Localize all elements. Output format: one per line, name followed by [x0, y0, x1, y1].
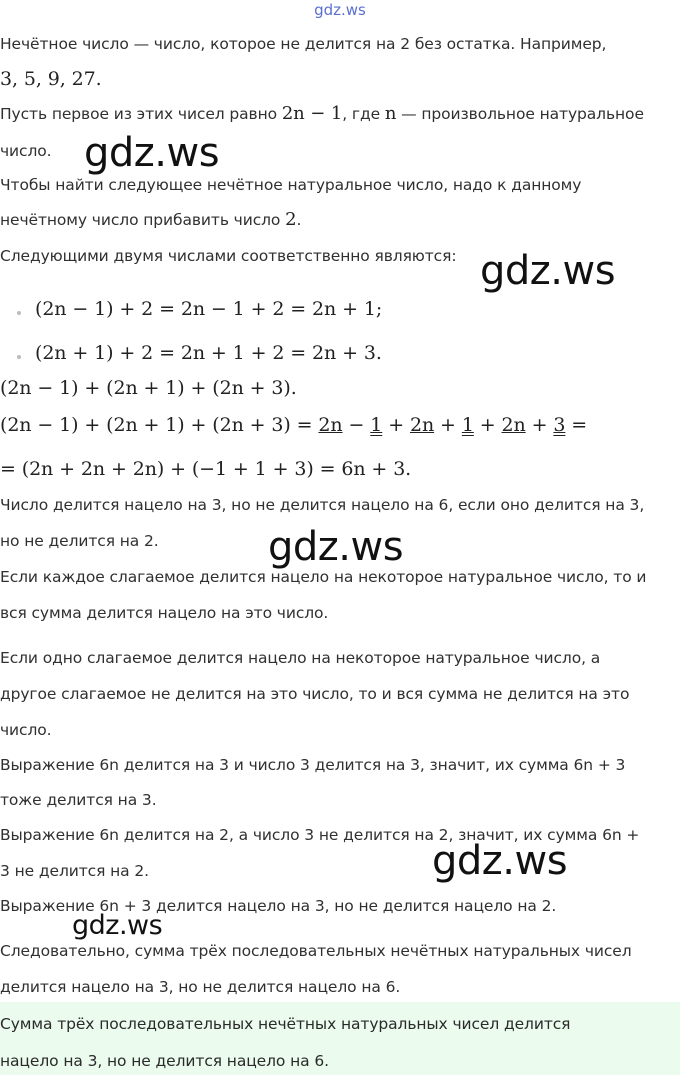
text-line-3	[0, 103, 680, 125]
math-span: (2n − 1) + (2n + 1) + (2n + 3) =	[0, 414, 319, 436]
double-underlined-term: 3	[553, 414, 566, 436]
watermark: gdz.ws	[84, 130, 220, 176]
text-line-19: Выражение 6n + 3 делится нацело на 3, но не делится нацело на 2.	[0, 897, 557, 915]
math-result: = (2n + 2n + 2n) + (−1 + 1 + 3) = 6n + 3.	[0, 458, 412, 480]
text-span: нечётному число прибавить число	[0, 211, 286, 229]
math-span: +	[525, 414, 554, 436]
text-line-21: делится нацело на 3, но не делится нацело на 6.	[0, 978, 401, 996]
math-examples: 3, 5, 9, 27.	[0, 68, 102, 90]
text-span: Пусть первое из этих чисел равно	[0, 105, 282, 123]
watermark: gdz.ws	[432, 838, 568, 884]
text-line-6	[0, 209, 680, 231]
text-line-18: 3 не делится на 2.	[0, 862, 149, 880]
underlined-term: 2n	[318, 414, 343, 436]
text-line-4: число.	[0, 142, 52, 160]
text-line-8: Число делится нацело на 3, но не делится нацело на 6, если оно делится на 3,	[0, 496, 645, 514]
text-line-16: тоже делится на 3.	[0, 791, 157, 809]
text-line-15: Выражение 6n делится на 3 и число 3 делится на 3, значит, их сумма 6n + 3	[0, 756, 626, 774]
text-span: .	[296, 211, 302, 229]
text-line-20: Следовательно, сумма трёх последовательных нечётных натуральных чисел	[0, 942, 632, 960]
bullet-math-2: (2n + 1) + 2 = 2n + 1 + 2 = 2n + 3.	[35, 342, 382, 364]
text-line-12: Если одно слагаемое делится нацело на некоторое натуральное число, а	[0, 649, 601, 667]
bullet-dot	[17, 355, 21, 359]
math-span: =	[565, 414, 588, 436]
math-span: +	[382, 414, 410, 436]
text-span: — произвольное натуральное	[396, 105, 644, 123]
double-underlined-term: 1	[370, 414, 383, 436]
watermark: gdz.ws	[72, 910, 163, 941]
text-line-10: Если каждое слагаемое делится нацело на некоторое натуральное число, то и	[0, 568, 647, 586]
bullet-math-1: (2n − 1) + 2 = 2n − 1 + 2 = 2n + 1;	[35, 298, 383, 320]
text-line-17: Выражение 6n делится на 2, а число 3 не делится на 2, значит, их сумма 6n +	[0, 826, 640, 844]
watermark: gdz.ws	[268, 524, 404, 570]
underlined-term: 2n	[501, 414, 526, 436]
text-line-9: но не делится на 2.	[0, 532, 159, 550]
text-line-1: Нечётное число — число, которое не делится на 2 без остатка. Например,	[0, 35, 607, 53]
math-inline: n	[384, 103, 397, 124]
math-span: +	[434, 414, 462, 436]
math-inline: 2	[285, 209, 297, 230]
text-line-14: число.	[0, 721, 52, 739]
answer-line-2: нацело на 3, но не делится нацело на 6.	[0, 1052, 329, 1070]
bullet-dot	[17, 311, 21, 315]
math-span: −	[342, 414, 371, 436]
text-line-13: другое слагаемое не делится на это число, то и вся сумма не делится на это	[0, 685, 630, 703]
math-sum: (2n − 1) + (2n + 1) + (2n + 3).	[0, 377, 297, 399]
math-expansion	[0, 414, 680, 436]
answer-line-1: Сумма трёх последовательных нечётных натуральных чисел делится	[0, 1015, 571, 1033]
double-underlined-term: 1	[461, 414, 474, 436]
text-span: , где	[342, 105, 385, 123]
underlined-term: 2n	[409, 414, 435, 436]
text-line-5: Чтобы найти следующее нечётное натуральное число, надо к данному	[0, 176, 582, 194]
text-line-11: вся сумма делится нацело на это число.	[0, 604, 329, 622]
text-line-7: Следующими двумя числами соответственно являются:	[0, 247, 457, 265]
math-span: +	[473, 414, 502, 436]
site-link[interactable]: gdz.ws	[314, 1, 366, 19]
math-inline: 2n − 1	[281, 103, 343, 124]
watermark: gdz.ws	[480, 248, 616, 294]
